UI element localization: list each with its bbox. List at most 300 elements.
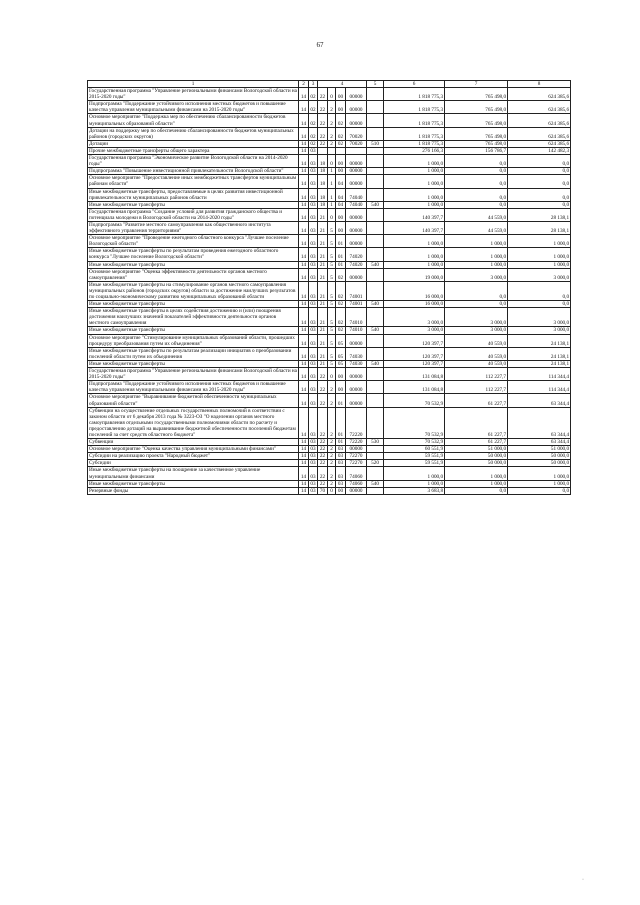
row-direction-cell: 74060 [346, 480, 367, 487]
row-activity-cell: 00 [336, 208, 346, 221]
row-amount-year1-cell: 3 000,0 [384, 308, 445, 327]
row-amount-year2-cell: 0,0 [445, 168, 508, 175]
row-amount-year1-cell: 59 551,9 [384, 460, 445, 467]
row-expense-type-cell: 540 [367, 360, 384, 367]
row-direction-cell: 00000 [346, 114, 367, 127]
row-razdel-cell: 14 [299, 168, 309, 175]
table-row [88, 327, 571, 334]
row-subprogram-cell: 5 [328, 281, 336, 300]
row-program-cell: 22 [318, 88, 328, 101]
row-program-cell: 22 [318, 140, 328, 147]
row-subprogram-cell: 5 [328, 248, 336, 261]
row-amount-year3-cell: 1 000,0 [508, 261, 571, 268]
row-amount-year2-cell: 40 559,0 [445, 334, 508, 347]
row-name-cell: Иные межбюджетные трансферты [88, 360, 299, 367]
row-razdel-cell: 14 [299, 453, 309, 460]
row-amount-year3-cell: 0,0 [508, 168, 571, 175]
row-podrazdel-cell: 03 [309, 235, 318, 248]
row-subprogram-cell [328, 147, 336, 154]
row-name-cell: Иные межбюджетные трансферты [88, 201, 299, 208]
table-row [88, 168, 571, 175]
row-activity-cell: 05 [336, 334, 346, 347]
table-row [88, 368, 571, 381]
row-amount-year1-cell: 16 000,0 [384, 301, 445, 308]
row-activity-cell: 02 [336, 281, 346, 300]
row-direction-cell: 72270 [346, 460, 367, 467]
row-amount-year3-cell: 3 000,0 [508, 308, 571, 327]
row-activity-cell: 01 [336, 248, 346, 261]
row-amount-year2-cell: 40 559,0 [445, 347, 508, 360]
row-program-cell: 21 [318, 301, 328, 308]
row-expense-type-cell [367, 281, 384, 300]
row-name-cell: Подпрограмма "Развитие местного самоуправления как общественного института эффективного управления территориями" [88, 221, 299, 234]
row-subprogram-cell: 2 [328, 453, 336, 460]
row-name-cell: Иные межбюджетные трансферты [88, 480, 299, 487]
row-direction-cell: 00000 [346, 381, 367, 394]
table-row [88, 127, 571, 140]
page-number: 67 [316, 41, 324, 49]
row-expense-type-cell [367, 467, 384, 480]
row-amount-year1-cell: 120 397,7 [384, 347, 445, 360]
row-name-cell: Субсидии на реализацию проекта "Народный бюджет" [88, 453, 299, 460]
row-expense-type-cell: 540 [367, 327, 384, 334]
row-amount-year1-cell: 1 818 775,3 [384, 114, 445, 127]
row-name-cell: Основное мероприятие "Проведение ежегодного областного конкурса "Лучшее поселение Вологодской области" [88, 235, 299, 248]
row-name-cell: Иные межбюджетные трансферты на поощрение за качественное управление муниципальными финансами [88, 467, 299, 480]
table-row [88, 88, 571, 101]
row-direction-cell: 00000 [346, 446, 367, 453]
row-program-cell: 22 [318, 467, 328, 480]
row-razdel-cell: 14 [299, 360, 309, 367]
row-program-cell: 21 [318, 208, 328, 221]
row-amount-year2-cell: 50 000,0 [445, 453, 508, 460]
row-expense-type-cell: 510 [367, 140, 384, 147]
row-amount-year2-cell: 1 000,0 [445, 467, 508, 480]
row-expense-type-cell [367, 381, 384, 394]
row-activity-cell: 00 [336, 168, 346, 175]
row-subprogram-cell: 2 [328, 460, 336, 467]
row-amount-year2-cell: 765 498,0 [445, 140, 508, 147]
table-row [88, 360, 571, 367]
row-subprogram-cell: 2 [328, 101, 336, 114]
row-amount-year3-cell: 1 000,0 [508, 248, 571, 261]
row-subprogram-cell: 0 [328, 368, 336, 381]
row-program-cell: 21 [318, 268, 328, 281]
row-amount-year2-cell: 112 227,7 [445, 368, 508, 381]
row-podrazdel-cell: 02 [309, 114, 318, 127]
row-subprogram-cell: 2 [328, 114, 336, 127]
row-razdel-cell: 14 [299, 467, 309, 480]
row-program-cell: 22 [318, 368, 328, 381]
row-program-cell: 21 [318, 221, 328, 234]
corner-mark: · [582, 877, 584, 883]
row-razdel-cell: 14 [299, 101, 309, 114]
row-expense-type-cell [367, 235, 384, 248]
row-direction-cell: 74020 [346, 248, 367, 261]
row-amount-year1-cell: 140 397,7 [384, 221, 445, 234]
row-expense-type-cell [367, 155, 384, 168]
row-name-cell: Иные межбюджетные трансферты на стимулирование органов местного самоуправления муниципальных районов (городских округов) области за достижение наилучших результатов по социально-экономическому развитию муниципальных образований области [88, 281, 299, 300]
table-row [88, 334, 571, 347]
row-activity-cell: 05 [336, 347, 346, 360]
row-razdel-cell: 14 [299, 394, 309, 407]
row-activity-cell: 03 [336, 460, 346, 467]
row-direction-cell: 00000 [346, 175, 367, 188]
row-amount-year2-cell: 44 559,0 [445, 208, 508, 221]
row-name-cell: Основное мероприятие "Поддержка мер по обеспечению сбалансированности бюджетов муниципальных образований области" [88, 114, 299, 127]
row-podrazdel-cell: 03 [309, 281, 318, 300]
budget-table [87, 80, 571, 495]
row-amount-year1-cell: 1 000,0 [384, 235, 445, 248]
table-row [88, 114, 571, 127]
row-amount-year3-cell: 142 482,3 [508, 147, 571, 154]
row-activity-cell: 01 [336, 439, 346, 446]
table-row [88, 221, 571, 234]
row-name-cell: Основное мероприятие "Оценка эффективности деятельности органов местного самоуправления" [88, 268, 299, 281]
row-amount-year2-cell: 1 000,0 [445, 480, 508, 487]
table-row [88, 201, 571, 208]
row-razdel-cell: 14 [299, 208, 309, 221]
row-amount-year3-cell: 624 385,6 [508, 88, 571, 101]
row-direction-cell [346, 147, 367, 154]
row-name-cell: Резервные фонды [88, 487, 299, 494]
row-name-cell: Прочие межбюджетные трансферты общего характера [88, 147, 299, 154]
row-amount-year3-cell: 24 138,1 [508, 347, 571, 360]
row-expense-type-cell [367, 446, 384, 453]
row-amount-year1-cell: 60 551,9 [384, 446, 445, 453]
row-program-cell: 22 [318, 114, 328, 127]
row-razdel-cell: 14 [299, 439, 309, 446]
row-amount-year1-cell: 1 818 775,3 [384, 88, 445, 101]
row-name-cell: Субсидии [88, 460, 299, 467]
row-program-cell: 18 [318, 155, 328, 168]
row-subprogram-cell: 2 [328, 446, 336, 453]
row-amount-year2-cell: 3 000,0 [445, 268, 508, 281]
row-activity-cell: 04 [336, 188, 346, 201]
row-expense-type-cell [367, 127, 384, 140]
row-podrazdel-cell: 02 [310, 140, 316, 147]
row-amount-year1-cell: 70 532,9 [384, 407, 445, 438]
row-expense-type-cell [367, 308, 384, 327]
row-activity-cell: 00 [336, 155, 346, 168]
row-subprogram-cell: 5 [328, 327, 336, 334]
row-amount-year1-cell: 1 000,0 [384, 155, 445, 168]
row-expense-type-cell [367, 407, 384, 438]
row-program-cell: 22 [318, 446, 328, 453]
row-razdel-cell: 14 [299, 407, 309, 438]
row-amount-year2-cell: 61 227,7 [445, 394, 508, 407]
row-amount-year3-cell: 50 000,0 [508, 453, 571, 460]
row-subprogram-cell: 5 [328, 360, 336, 367]
row-name-cell: Дотации [88, 140, 299, 147]
table-header [88, 81, 571, 88]
row-direction-cell: 74030 [346, 360, 367, 367]
table-row [88, 175, 571, 188]
row-podrazdel-cell: 02 [309, 101, 318, 114]
row-name-cell: Иные межбюджетные трансферты, предоставляемые в целях развития инвестиционной привлекательности муниципальных районов области [88, 188, 299, 201]
row-direction-cell: 00000 [346, 334, 367, 347]
row-amount-year1-cell: 3 000,0 [384, 327, 445, 334]
row-activity-cell: 02 [336, 268, 346, 281]
row-amount-year2-cell: 156 786,7 [445, 147, 508, 154]
row-amount-year3-cell: 0,0 [508, 188, 571, 201]
row-activity-cell: 01 [336, 394, 346, 407]
row-amount-year3-cell: 63 344,4 [508, 439, 571, 446]
header-cell-target-article: 4 [318, 81, 367, 88]
row-amount-year3-cell: 51 000,0 [508, 446, 571, 453]
row-amount-year1-cell: 1 000,0 [384, 188, 445, 201]
row-program-cell: 22 [318, 460, 328, 467]
row-amount-year1-cell: 276 166,3 [384, 147, 445, 154]
row-podrazdel-cell: 03 [309, 368, 318, 381]
row-direction-cell: 72220 [346, 439, 367, 446]
row-expense-type-cell [367, 334, 384, 347]
row-razdel-cell: 14 [299, 347, 309, 360]
row-activity-cell: 01 [336, 235, 346, 248]
row-direction-cell: 00000 [346, 368, 367, 381]
row-podrazdel-cell: 03 [310, 439, 316, 446]
row-subprogram-cell: 2 [328, 439, 336, 446]
table-row [88, 439, 571, 446]
row-program-cell: 22 [318, 453, 328, 460]
row-amount-year2-cell: 61 227,7 [445, 439, 508, 446]
row-name-cell: Иные межбюджетные трансферты [88, 261, 299, 268]
row-amount-year2-cell: 61 227,7 [445, 407, 508, 438]
row-direction-cell: 74030 [346, 347, 367, 360]
row-razdel-cell: 14 [299, 308, 309, 327]
row-podrazdel-cell: 03 [309, 188, 318, 201]
row-subprogram-cell: 0 [328, 208, 336, 221]
row-razdel-cell: 14 [299, 88, 309, 101]
row-expense-type-cell [367, 101, 384, 114]
row-name-cell: Государственная программа "Управление региональными финансами Вологодской области на 2015-2020 годы" [89, 88, 297, 101]
row-expense-type-cell: 530 [367, 439, 384, 446]
row-subprogram-cell: 5 [328, 301, 336, 308]
row-amount-year3-cell: 0,0 [508, 487, 571, 494]
row-razdel-cell: 14 [299, 281, 309, 300]
row-expense-type-cell [367, 175, 384, 188]
row-direction-cell: 70020 [346, 140, 367, 147]
row-amount-year3-cell: 63 344,4 [508, 407, 571, 438]
row-name-cell: Иные межбюджетные трансферты в целях содействия достижению и (или) поощрения достижения наилучших значений показателей эффективности деятельности органов местного самоуправления [88, 308, 299, 327]
row-subprogram-cell: 2 [328, 480, 336, 487]
row-subprogram-cell: 5 [328, 347, 336, 360]
row-name-cell: Иные межбюджетные трансферты [88, 301, 299, 308]
row-amount-year3-cell: 1 000,0 [508, 235, 571, 248]
row-activity-cell: 02 [336, 140, 346, 147]
row-amount-year2-cell: 0,0 [445, 281, 508, 300]
row-activity-cell: 00 [336, 88, 346, 101]
table-row [88, 407, 571, 438]
row-subprogram-cell: 2 [328, 127, 336, 140]
row-program-cell: 18 [318, 201, 328, 208]
row-subprogram-cell: 2 [328, 140, 336, 147]
row-amount-year2-cell: 765 498,0 [445, 127, 508, 140]
row-amount-year2-cell: 1 000,0 [445, 261, 508, 268]
row-amount-year1-cell: 1 818 775,3 [384, 140, 445, 147]
row-program-cell: 22 [318, 381, 328, 394]
row-activity-cell: 00 [336, 221, 346, 234]
table-row [88, 347, 571, 360]
header-cell-amount-year1: 6 [384, 81, 445, 88]
row-razdel-cell: 14 [299, 175, 309, 188]
table-row [88, 467, 571, 480]
row-amount-year2-cell: 0,0 [445, 175, 508, 188]
table-row [88, 208, 571, 221]
row-name-cell: Иные межбюджетные трансферты [88, 327, 299, 334]
row-name-cell: Подпрограмма "Поддержание устойчивого исполнения местных бюджетов и повышение качества управления муниципальными финансами на 2015-2020 годы" [88, 381, 299, 394]
header-cell-amount-year3: 8 [508, 81, 571, 88]
row-amount-year2-cell: 3 000,0 [445, 327, 508, 334]
table-row [88, 281, 571, 300]
row-program-cell: 21 [318, 281, 328, 300]
row-amount-year2-cell: 3 000,0 [445, 308, 508, 327]
row-subprogram-cell: 5 [328, 261, 336, 268]
row-expense-type-cell: 520 [367, 460, 384, 467]
row-program-cell: 21 [318, 235, 328, 248]
row-amount-year1-cell: 1 000,0 [384, 467, 445, 480]
row-razdel-cell: 14 [299, 261, 309, 268]
header-row [88, 81, 571, 88]
table-row [88, 261, 571, 268]
row-amount-year3-cell: 0,0 [508, 281, 571, 300]
row-podrazdel-cell: 03 [310, 360, 316, 367]
row-name-cell: Основное мероприятие "Предоставление иных межбюджетных трансфертов муниципальным районам области" [88, 175, 299, 188]
row-direction-cell: 00000 [346, 168, 367, 175]
row-program-cell: 21 [318, 334, 328, 347]
row-activity-cell: 02 [336, 301, 346, 308]
row-program-cell: 22 [318, 407, 328, 438]
row-name-cell: Иные межбюджетные трансферты по результатам проведения ежегодного областного конкурса "Лучшее поселение Вологодской области" [88, 248, 299, 261]
table-row [88, 147, 571, 154]
row-amount-year3-cell: 63 344,4 [508, 394, 571, 407]
row-podrazdel-cell: 03 [309, 334, 318, 347]
row-amount-year3-cell: 624 385,6 [508, 140, 571, 147]
row-amount-year3-cell: 24 138,1 [508, 360, 571, 367]
row-direction-cell: 74040 [346, 188, 367, 201]
row-name-cell: Подпрограмма "Поддержание устойчивого исполнения местных бюджетов и повышение качества управления муниципальными финансами на 2015-2020 годы" [88, 101, 299, 114]
row-podrazdel-cell: 03 [310, 446, 316, 453]
table-row [88, 381, 571, 394]
row-expense-type-cell [367, 114, 384, 127]
row-podrazdel-cell: 03 [309, 221, 318, 234]
row-expense-type-cell: 540 [367, 201, 384, 208]
row-amount-year1-cell: 70 532,9 [384, 394, 445, 407]
row-expense-type-cell [367, 88, 384, 101]
table-body [88, 88, 571, 495]
row-razdel-cell: 14 [299, 487, 309, 494]
row-activity-cell: 00 [336, 101, 346, 114]
row-amount-year1-cell: 1 000,0 [384, 175, 445, 188]
row-name-cell: Подпрограмма "Повышение инвестиционной привлекательности Вологодской области" [88, 168, 299, 175]
row-podrazdel-cell: 03 [310, 168, 316, 175]
row-amount-year3-cell: 0,0 [508, 301, 571, 308]
row-program-cell: 22 [318, 101, 328, 114]
row-amount-year2-cell: 0,0 [445, 155, 508, 168]
row-direction-cell: 00000 [346, 101, 367, 114]
table-row [88, 460, 571, 467]
row-expense-type-cell [367, 394, 384, 407]
row-razdel-cell: 14 [299, 446, 309, 453]
row-activity-cell: 02 [336, 308, 346, 327]
row-razdel-cell: 14 [299, 201, 309, 208]
row-amount-year2-cell: 0,0 [445, 301, 508, 308]
row-amount-year3-cell: 28 138,1 [508, 208, 571, 221]
row-name-cell: Основное мероприятие "Выравнивание бюджетной обеспеченности муниципальных образований области" [88, 394, 299, 407]
row-amount-year1-cell: 1 000,0 [384, 201, 445, 208]
row-expense-type-cell [367, 208, 384, 221]
row-activity-cell: 01 [336, 407, 346, 438]
row-name-cell: Дотации на поддержку мер по обеспечению сбалансированности бюджетов муниципальных районов (городских округов) [88, 127, 299, 140]
row-program-cell: 21 [318, 261, 328, 268]
header-cell-expense-type: 5 [367, 81, 384, 88]
row-podrazdel-cell: 02 [309, 88, 318, 101]
row-amount-year2-cell: 44 559,0 [445, 221, 508, 234]
row-amount-year2-cell: 0,0 [445, 487, 508, 494]
row-subprogram-cell: 0 [328, 88, 336, 101]
row-program-cell: 21 [318, 248, 328, 261]
row-podrazdel-cell: 03 [310, 460, 316, 467]
table-row [88, 248, 571, 261]
row-podrazdel-cell: 03 [309, 308, 318, 327]
row-podrazdel-cell: 03 [310, 453, 316, 460]
row-expense-type-cell: 540 [367, 480, 384, 487]
row-program-cell [318, 147, 328, 154]
row-activity-cell: 02 [336, 114, 346, 127]
row-program-cell: 21 [318, 360, 328, 367]
row-amount-year1-cell: 120 397,7 [384, 360, 445, 367]
table-row [88, 394, 571, 407]
row-amount-year3-cell: 0,0 [508, 155, 571, 168]
row-expense-type-cell [367, 487, 384, 494]
row-direction-cell: 74060 [346, 467, 367, 480]
row-subprogram-cell: 1 [328, 168, 336, 175]
row-razdel-cell: 14 [299, 381, 309, 394]
row-activity-cell: 03 [336, 467, 346, 480]
row-amount-year1-cell: 120 397,7 [384, 334, 445, 347]
row-program-cell: 22 [318, 127, 328, 140]
header-cell-podrazdel: 3 [309, 81, 318, 88]
row-amount-year2-cell: 765 498,0 [445, 88, 508, 101]
row-amount-year1-cell: 140 397,7 [384, 208, 445, 221]
row-amount-year3-cell: 1 000,0 [508, 480, 571, 487]
row-expense-type-cell [367, 147, 384, 154]
table-row [88, 453, 571, 460]
row-direction-cell: 74040 [346, 201, 367, 208]
row-activity-cell: 00 [336, 368, 346, 381]
row-subprogram-cell: 2 [328, 394, 336, 407]
row-amount-year1-cell: 131 084,8 [384, 368, 445, 381]
row-expense-type-cell [367, 221, 384, 234]
row-razdel-cell: 14 [299, 460, 309, 467]
row-activity-cell: 03 [336, 446, 346, 453]
row-amount-year1-cell: 1 000,0 [384, 248, 445, 261]
row-amount-year3-cell: 624 385,6 [508, 127, 571, 140]
row-amount-year2-cell: 765 498,0 [445, 114, 508, 127]
row-program-cell: 70 [318, 487, 328, 494]
row-amount-year1-cell: 1 000,0 [384, 168, 445, 175]
row-subprogram-cell: 0 [328, 155, 336, 168]
row-name-cell: Государственная программа "Экономическое развитие Вологодской области на 2014-2020 годы" [88, 155, 299, 168]
row-expense-type-cell [367, 188, 384, 201]
row-program-cell: 22 [318, 439, 328, 446]
row-amount-year3-cell: 624 385,6 [508, 101, 571, 114]
row-program-cell: 21 [318, 327, 328, 334]
row-razdel-cell: 14 [299, 188, 309, 201]
row-activity-cell: 05 [336, 360, 346, 367]
row-razdel-cell: 14 [299, 301, 309, 308]
row-podrazdel-cell: 03 [309, 381, 318, 394]
